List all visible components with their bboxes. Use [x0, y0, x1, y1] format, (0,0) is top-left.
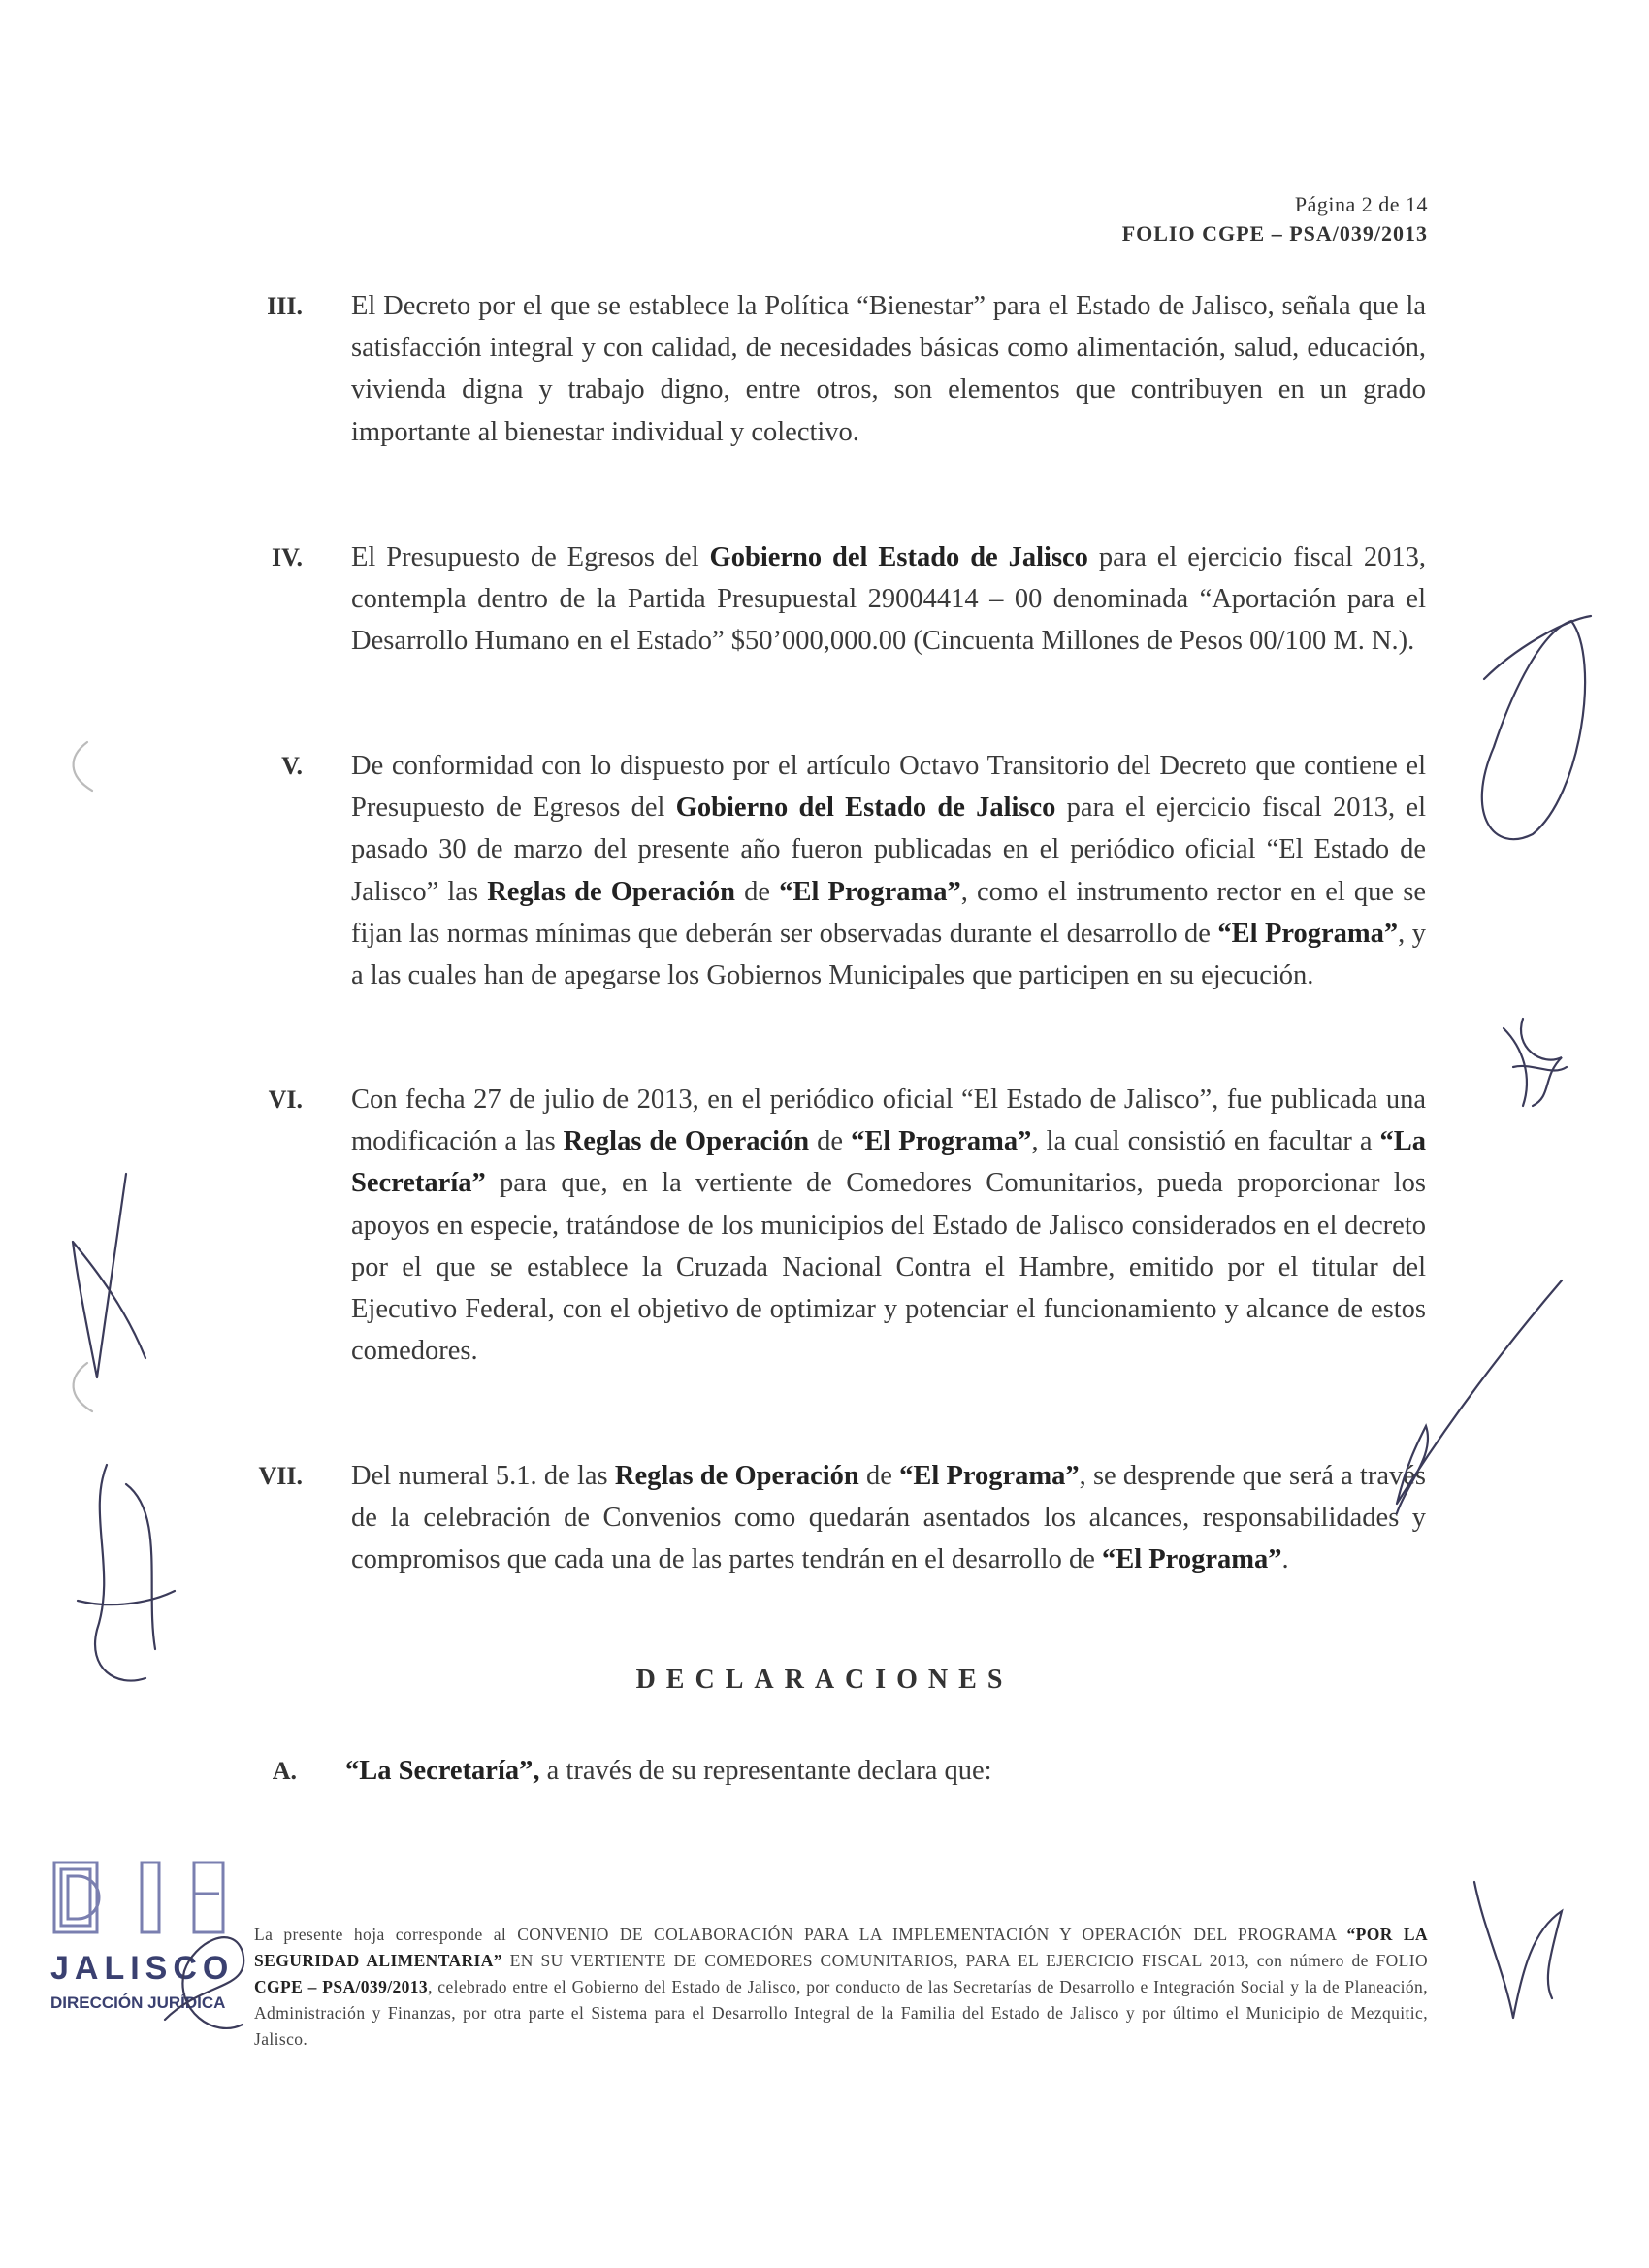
- declaration-letter: A.: [272, 1757, 297, 1785]
- stamp-line-jalisco: JALISCO: [50, 1950, 235, 1987]
- margin-rubric-mark: [58, 1455, 184, 1707]
- folio-number: FOLIO CGPE – PSA/039/2013: [1121, 221, 1428, 245]
- margin-bracket-mark: [58, 1358, 97, 1416]
- dif-jalisco-stamp: [48, 1855, 272, 2049]
- clause-number: VI.: [268, 1085, 303, 1114]
- declaration-text: “La Secretaría”, a través de su representante declara que:: [345, 1756, 992, 1786]
- clause-text: El Presupuesto de Egresos del Gobierno del Estado de Jalisco para el ejercicio fiscal 2013, contempla dentro de la Partida Presupuestal 29004414 – 00 denominada “Aportación para el Desarrollo Humano en el Estado” $50’000,000.00 (Cincuenta Millones de Pesos 00/100 M. N.).: [351, 542, 1426, 657]
- clause-text: Con fecha 27 de julio de 2013, en el periódico oficial “El Estado de Jalisco”, fue publicada una modificación a las Reglas de Operación de “El Programa”, la cual consistió en facultar a “La Secretaría” para que, en la vertiente de Comedores Comunitarios, pueda proporcionar los apoyos en especie, tratándose de los municipios del Estado de Jalisco considerados en el decreto por el que se establece la Cruzada Nacional Contra el Hambre, emitido por el titular del Ejecutivo Federal, con el objetivo de optimizar y potenciar el funcionamiento y alcance de estos comedores.: [351, 1085, 1427, 1367]
- signature-stroke-mark: [1358, 1271, 1571, 1523]
- page-number: Página 2 de 14: [1294, 192, 1428, 216]
- clause-text: Del numeral 5.1. de las Reglas de Operación de “El Programa”, se desprende que será a través de la celebración de Convenios como quedarán asentados los alcances, responsabilidades y compromisos que cada una de las partes tendrán en el desarrollo de “El Programa”.: [351, 1461, 1426, 1575]
- clause-number: VII.: [258, 1462, 303, 1490]
- stamp-line-direccion: DIRECCIÓN JURÍDICA: [50, 1993, 226, 2012]
- margin-initials-mark: [1455, 1872, 1571, 2027]
- clause-number: V.: [281, 752, 303, 780]
- clause-text: De conformidad con lo dispuesto por el artículo Octavo Transitorio del Decreto que contiene el Presupuesto de Egresos del Gobierno del Estado de Jalisco para el ejercicio fiscal 2013, el pasado 30 de marzo del presente año fueron publicadas en el periódico oficial “El Estado de Jalisco” las Reglas de Operación de “El Programa”, como el instrumento rector en el que se fijan las normas mínimas que deberán ser observadas durante el desarrollo de “El Programa”, y a las cuales han de apegarse los Gobiernos Municipales que participen en su ejecución.: [351, 751, 1426, 991]
- dif-logo-icon: [48, 1855, 272, 2049]
- margin-signature-mark: [58, 1164, 155, 1387]
- clause-number: IV.: [271, 543, 303, 571]
- section-heading: DECLARACIONES: [635, 1665, 1014, 1695]
- clause-text: El Decreto por el que se establece la Política “Bienestar” para el Estado de Jalisco, señala que la satisfacción integral y con calidad, de necesidades básicas como alimentación, salud, educación, vivienda digna y trabajo digno, entre otros, son elementos que contribuyen en un grado importante al bienestar individual y colectivo.: [351, 291, 1426, 447]
- margin-bracket-mark: [58, 737, 97, 795]
- signature-oval-mark: [1455, 601, 1600, 863]
- initials-mark: [1494, 1009, 1571, 1116]
- footer-note: La presente hoja corresponde al CONVENIO DE COLABORACIÓN PARA LA IMPLEMENTACIÓN Y OPERACIÓN DEL PROGRAMA “POR LA SEGURIDAD ALIMENTARIA” EN SU VERTIENTE DE COMEDORES COMUNITARIOS, PARA EL EJERCICIO FISCAL 2013, con número de FOLIO CGPE – PSA/039/2013, celebrado entre el Gobierno del Estado de Jalisco, por conducto de las Secretarías de Desarrollo e Integración Social y la de Planeación, Administración y Finanzas, por otra parte el Sistema para el Desarrollo Integral de la Familia del Estado de Jalisco y por último el Municipio de Mezquitic, Jalisco.: [254, 1925, 1429, 2049]
- clause-number: III.: [267, 292, 303, 320]
